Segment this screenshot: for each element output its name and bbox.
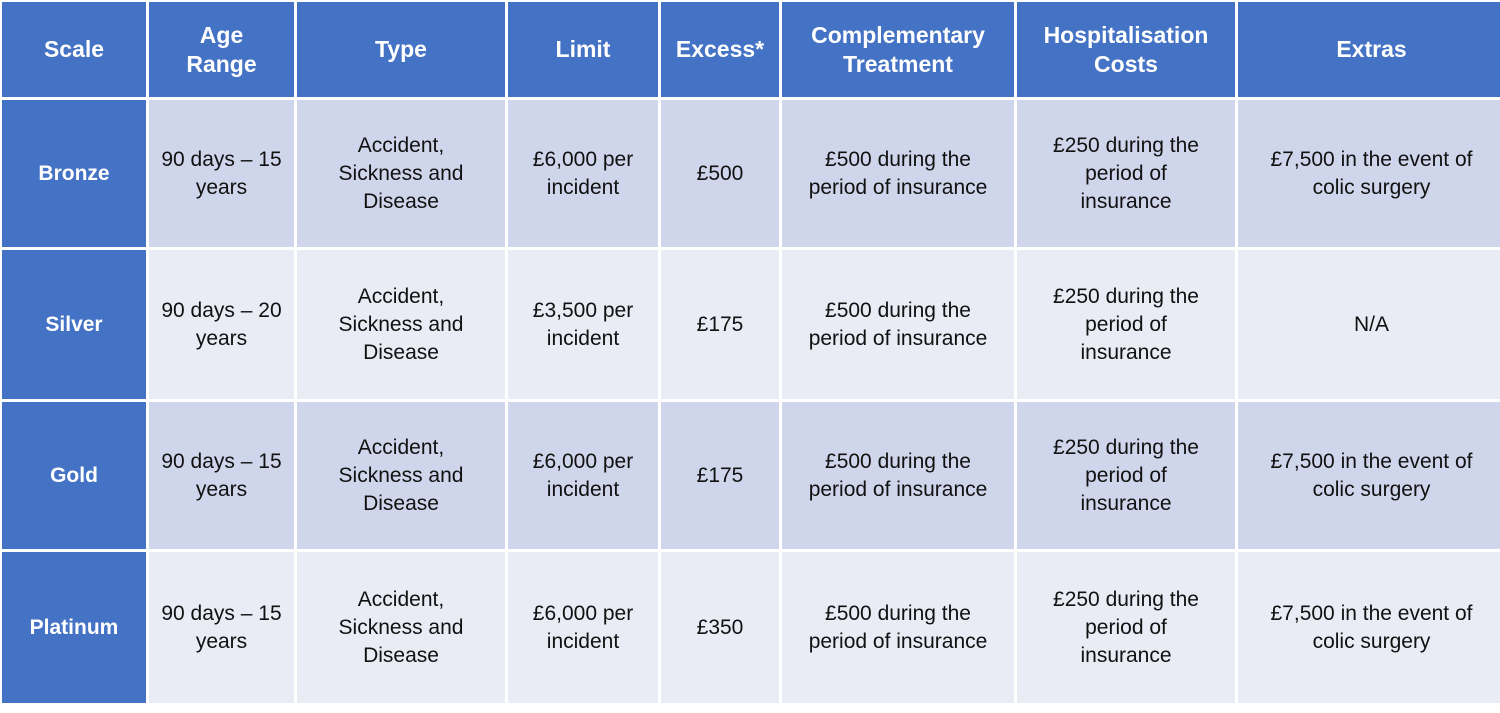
table-cell-age-range: 90 days – 15 years xyxy=(149,100,294,247)
header-limit: Limit xyxy=(508,2,658,97)
header-extras: Extras xyxy=(1238,2,1500,97)
table-cell-type: Accident, Sickness and Disease xyxy=(297,552,505,703)
header-age-range: Age Range xyxy=(149,2,294,97)
table-cell-excess: £175 xyxy=(661,402,779,549)
table-cell-age-range: 90 days – 15 years xyxy=(149,402,294,549)
table-cell-excess: £175 xyxy=(661,250,779,399)
table-cell-hospitalisation-costs: £250 during the period of insurance xyxy=(1017,100,1235,247)
row-scale-gold: Gold xyxy=(2,402,146,549)
table-cell-extras: £7,500 in the event of colic surgery xyxy=(1238,402,1500,549)
row-scale-platinum: Platinum xyxy=(2,552,146,703)
table-cell-extras: £7,500 in the event of colic surgery xyxy=(1238,552,1500,703)
table-cell-extras: N/A xyxy=(1238,250,1500,399)
table-cell-complementary-treatment: £500 during the period of insurance xyxy=(782,552,1014,703)
table-cell-type: Accident, Sickness and Disease xyxy=(297,402,505,549)
table-cell-excess: £350 xyxy=(661,552,779,703)
insurance-comparison-table xyxy=(2,2,1496,710)
table-cell-limit: £3,500 per incident xyxy=(508,250,658,399)
header-type: Type xyxy=(297,2,505,97)
table-cell-age-range: 90 days – 15 years xyxy=(149,552,294,703)
table-cell-age-range: 90 days – 20 years xyxy=(149,250,294,399)
table-cell-limit: £6,000 per incident xyxy=(508,402,658,549)
table-cell-complementary-treatment: £500 during the period of insurance xyxy=(782,250,1014,399)
header-scale: Scale xyxy=(2,2,146,97)
table-cell-limit: £6,000 per incident xyxy=(508,100,658,247)
table-cell-excess: £500 xyxy=(661,100,779,247)
table-cell-type: Accident, Sickness and Disease xyxy=(297,250,505,399)
header-excess: Excess* xyxy=(661,2,779,97)
row-scale-bronze: Bronze xyxy=(2,100,146,247)
table-cell-hospitalisation-costs: £250 during the period of insurance xyxy=(1017,402,1235,549)
table-cell-complementary-treatment: £500 during the period of insurance xyxy=(782,100,1014,247)
header-hospitalisation-costs: Hospitalisation Costs xyxy=(1017,2,1235,97)
table-cell-complementary-treatment: £500 during the period of insurance xyxy=(782,402,1014,549)
table-cell-hospitalisation-costs: £250 during the period of insurance xyxy=(1017,250,1235,399)
table-cell-hospitalisation-costs: £250 during the period of insurance xyxy=(1017,552,1235,703)
table-cell-type: Accident, Sickness and Disease xyxy=(297,100,505,247)
header-complementary-treatment: Complementary Treatment xyxy=(782,2,1014,97)
row-scale-silver: Silver xyxy=(2,250,146,399)
table-cell-extras: £7,500 in the event of colic surgery xyxy=(1238,100,1500,247)
table-cell-limit: £6,000 per incident xyxy=(508,552,658,703)
